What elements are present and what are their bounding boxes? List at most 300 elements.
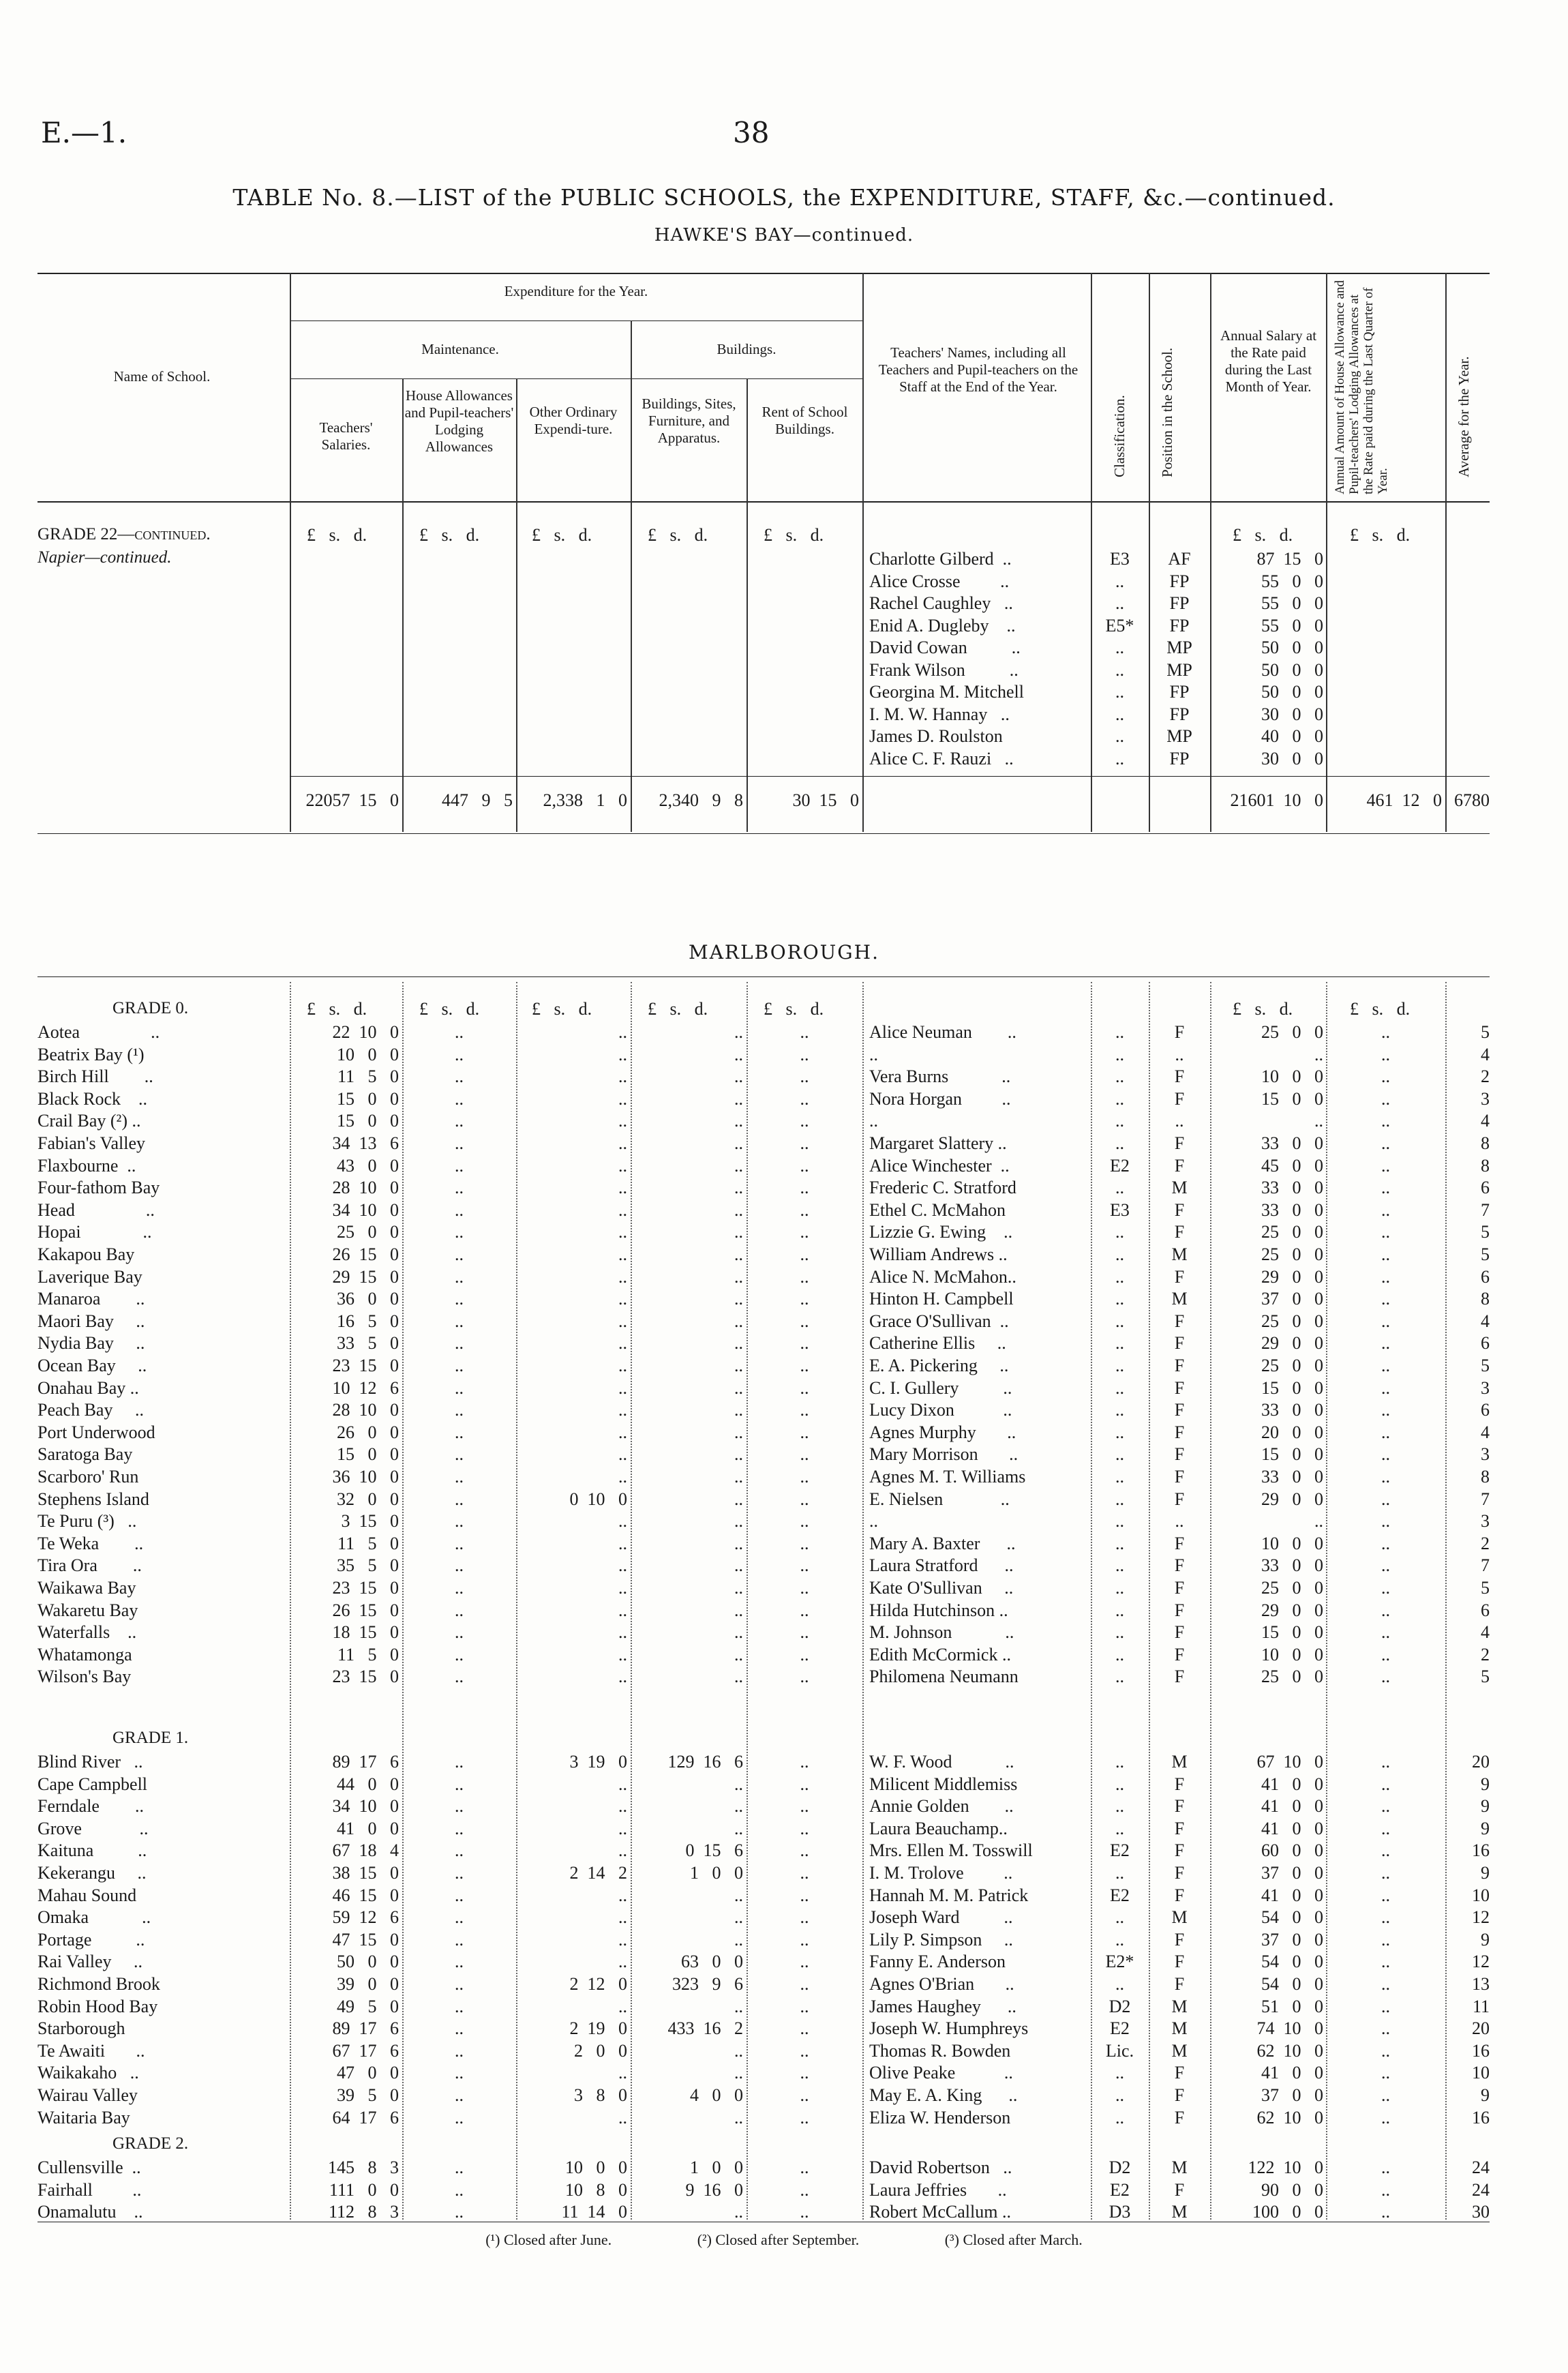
buildings-value: ..: [734, 1422, 743, 1442]
average-attendance-value: 20: [1472, 2018, 1490, 2039]
house-allowance-value: ..: [455, 1644, 464, 1665]
header-teachers-names: Teachers' Names, including all Teachers and Pupil-teachers on the Staff at the End of the Year.: [878, 344, 1079, 395]
average-attendance-value: 30: [1472, 2202, 1490, 2222]
average-attendance-value: 4: [1481, 1422, 1490, 1442]
teacher-position: F: [1174, 1796, 1185, 1817]
teachers-salaries-value: 15 0 0: [337, 1111, 399, 1131]
teachers-salaries-value: 26 15 0: [332, 1244, 399, 1264]
teacher-annual-salary: 87 15 0: [1256, 549, 1323, 569]
rent-value: ..: [800, 1289, 809, 1309]
house-allowance-value: ..: [455, 1974, 464, 1994]
school-name: Black Rock ..: [37, 1088, 148, 1109]
house-allowance-value: ..: [455, 1863, 464, 1883]
school-name: Wakaretu Bay: [37, 1600, 138, 1620]
house-allowance-value: ..: [455, 2063, 464, 2083]
annual-salary-value: 33 0 0: [1261, 1555, 1323, 1576]
rent-value: ..: [800, 1066, 809, 1087]
other-expenditure-value: ..: [618, 1907, 627, 1928]
annual-allowance-value: ..: [1381, 1644, 1390, 1665]
school-name: Onahau Bay ..: [37, 1377, 139, 1398]
buildings-value: ..: [734, 1199, 743, 1220]
col-divider: [747, 378, 748, 832]
buildings-value: ..: [734, 1400, 743, 1420]
other-expenditure-value: ..: [618, 1533, 627, 1553]
teachers-salaries-value: 3 15 0: [341, 1511, 399, 1532]
teacher-classification: ..: [1115, 1511, 1124, 1532]
house-allowance-value: ..: [455, 1111, 464, 1131]
table-title: TABLE No. 8.—LIST of the PUBLIC SCHOOLS, the EXPENDITURE, STAFF, &c.—continued.: [232, 184, 1336, 211]
teacher-position: F: [1174, 1840, 1185, 1861]
rent-value: ..: [800, 1400, 809, 1420]
rent-value: ..: [800, 1133, 809, 1153]
teacher-classification: ..: [1115, 1044, 1124, 1064]
house-allowance-value: ..: [455, 1222, 464, 1242]
rent-value: ..: [800, 1489, 809, 1509]
other-expenditure-value: ..: [618, 1511, 627, 1532]
buildings-value: ..: [734, 1511, 743, 1532]
teacher-position: F: [1174, 1818, 1185, 1838]
grade-label-2: GRADE 2.: [112, 2134, 189, 2153]
teachers-salaries-value: 28 10 0: [332, 1400, 399, 1420]
annual-allowance-value: ..: [1381, 1863, 1390, 1883]
other-expenditure-value: ..: [618, 1155, 627, 1176]
teacher-name: ..: [869, 1044, 878, 1064]
other-expenditure-value: ..: [618, 1952, 627, 1972]
average-attendance-value: 5: [1481, 1356, 1490, 1375]
house-allowance-value: ..: [455, 1840, 464, 1861]
other-expenditure-value: ..: [618, 1044, 627, 1064]
school-name: Mahau Sound: [37, 1885, 137, 1905]
teacher-name: Hinton H. Campbell: [869, 1289, 1014, 1309]
house-allowance-value: ..: [455, 1929, 464, 1950]
teachers-salaries-value: 46 15 0: [332, 1885, 399, 1905]
header-average: Average for the Year.: [1456, 356, 1472, 477]
school-name: Saratoga Bay: [37, 1444, 133, 1465]
teacher-position: FP: [1169, 593, 1190, 613]
average-attendance-value: 12: [1472, 1952, 1490, 1972]
grade-label-1: GRADE 1.: [112, 1729, 189, 1747]
other-expenditure-value: 2 12 0: [569, 1974, 627, 1994]
teacher-name: Joseph W. Humphreys: [869, 2018, 1029, 2039]
col-divider: [862, 273, 864, 832]
annual-salary-value: 10 0 0: [1261, 1066, 1323, 1087]
rent-value: ..: [800, 1952, 809, 1972]
teacher-position: F: [1174, 1311, 1185, 1331]
annual-salary-value: 60 0 0: [1261, 1840, 1323, 1861]
teacher-position: F: [1174, 1885, 1185, 1905]
buildings-value: ..: [734, 1333, 743, 1354]
house-allowance-value: ..: [455, 1400, 464, 1420]
teacher-classification: ..: [1115, 659, 1124, 680]
house-allowance-value: ..: [455, 1578, 464, 1598]
teachers-salaries-value: 11 5 0: [337, 1644, 399, 1665]
unit-header: £ s. d.: [532, 999, 592, 1019]
rent-value: ..: [800, 1533, 809, 1553]
annual-allowance-value: ..: [1381, 1178, 1390, 1198]
average-attendance-value: 3: [1481, 1088, 1490, 1109]
buildings-value: ..: [734, 2107, 743, 2128]
school-name: Wilson's Bay: [37, 1667, 132, 1687]
annual-salary-value: 45 0 0: [1261, 1155, 1323, 1176]
unit-header: £ s. d.: [764, 525, 824, 545]
school-name: Head ..: [37, 1199, 155, 1220]
annual-salary-value: 67 10 0: [1256, 1752, 1323, 1772]
teachers-salaries-value: 89 17 6: [332, 2018, 399, 2039]
buildings-value: 0 15 6: [685, 1840, 743, 1861]
rent-value: ..: [800, 1311, 809, 1331]
house-allowance-value: ..: [455, 1289, 464, 1309]
annual-allowance-value: ..: [1381, 1929, 1390, 1950]
col-divider: [862, 982, 864, 2220]
teacher-name: James D. Roulston: [869, 726, 1003, 746]
other-expenditure-value: ..: [618, 1885, 627, 1905]
school-name: Waikawa Bay: [37, 1578, 136, 1598]
teachers-salaries-value: 10 12 6: [332, 1377, 399, 1398]
annual-salary-value: 15 0 0: [1261, 1377, 1323, 1398]
other-expenditure-value: ..: [618, 1644, 627, 1665]
average-attendance-value: 10: [1472, 1885, 1490, 1905]
average-attendance-value: 6: [1481, 1333, 1490, 1354]
teachers-salaries-value: 47 15 0: [332, 1929, 399, 1950]
house-allowance-value: ..: [455, 1178, 464, 1198]
teacher-name: Kate O'Sullivan ..: [869, 1578, 1014, 1598]
unit-header: £ s. d.: [648, 999, 708, 1019]
teacher-name: Alice Neuman ..: [869, 1022, 1016, 1042]
house-allowance-value: ..: [455, 1422, 464, 1442]
rent-value: ..: [800, 1644, 809, 1665]
teachers-salaries-value: 32 0 0: [337, 1489, 399, 1509]
teacher-classification: ..: [1115, 1222, 1124, 1242]
annual-allowance-value: ..: [1381, 1555, 1390, 1576]
teachers-salaries-value: 23 15 0: [332, 1356, 399, 1375]
unit-header: £ s. d.: [307, 999, 367, 1019]
annual-salary-value: 20 0 0: [1261, 1422, 1323, 1442]
teacher-name: Thomas R. Bowden: [869, 2040, 1011, 2061]
other-expenditure-value: ..: [618, 1929, 627, 1950]
house-allowance-value: ..: [455, 2179, 464, 2200]
average-attendance-value: 8: [1481, 1467, 1490, 1487]
teacher-classification: ..: [1115, 1644, 1124, 1665]
other-expenditure-value: ..: [618, 1422, 627, 1442]
teacher-name: Georgina M. Mitchell: [869, 682, 1024, 702]
annual-salary-value: 25 0 0: [1261, 1222, 1323, 1242]
annual-allowance-value: ..: [1381, 1511, 1390, 1532]
average-attendance-value: 10: [1472, 2063, 1490, 2083]
header-annual-salary: Annual Salary at the Rate paid during the Last Month of Year.: [1220, 327, 1317, 395]
footnote-2: (²) Closed after September.: [697, 2231, 860, 2248]
teacher-position: F: [1174, 1667, 1185, 1687]
rent-value: ..: [800, 1356, 809, 1375]
other-expenditure-value: ..: [618, 1796, 627, 1817]
other-expenditure-value: 3 19 0: [569, 1752, 627, 1772]
rent-value: ..: [800, 1266, 809, 1287]
total-annual-salary: 21601 10 0: [1230, 790, 1323, 810]
house-allowance-value: ..: [455, 2018, 464, 2039]
house-allowance-value: ..: [455, 1600, 464, 1620]
annual-allowance-value: ..: [1381, 1840, 1390, 1861]
school-name: Crail Bay (²) ..: [37, 1111, 141, 1131]
unit-header: £ s. d.: [1233, 999, 1293, 1019]
annual-salary-value: ..: [1314, 1044, 1323, 1064]
unit-header: £ s. d.: [532, 525, 592, 545]
header-rent: Rent of School Buildings.: [762, 404, 848, 437]
teachers-salaries-value: 47 0 0: [337, 2063, 399, 2083]
teacher-classification: ..: [1115, 2063, 1124, 2083]
average-attendance-value: 16: [1472, 1840, 1490, 1861]
annual-salary-value: 54 0 0: [1261, 1974, 1323, 1994]
teacher-name: Olive Peake ..: [869, 2063, 1013, 2083]
teachers-salaries-value: 25 0 0: [337, 1222, 399, 1242]
average-attendance-value: 24: [1472, 2179, 1490, 2200]
annual-salary-value: 25 0 0: [1261, 1022, 1323, 1042]
house-allowance-value: ..: [455, 1533, 464, 1553]
buildings-value: ..: [734, 1578, 743, 1598]
teachers-salaries-value: 15 0 0: [337, 1444, 399, 1465]
maintenance-rule: [290, 378, 862, 379]
teacher-annual-salary: 55 0 0: [1261, 615, 1323, 636]
house-allowance-value: ..: [455, 1377, 464, 1398]
house-allowance-value: ..: [455, 1356, 464, 1375]
teachers-salaries-value: 16 5 0: [337, 1311, 399, 1331]
house-allowance-value: ..: [455, 1333, 464, 1354]
teachers-salaries-value: 111 0 0: [329, 2179, 399, 2200]
annual-salary-value: 37 0 0: [1261, 1289, 1323, 1309]
rent-value: ..: [800, 1600, 809, 1620]
school-napier: Napier—continued.: [37, 548, 172, 567]
total-annual-allow: 461 12 0: [1366, 790, 1442, 810]
header-name-of-school: Name of School.: [113, 368, 211, 385]
house-allowance-value: ..: [455, 2202, 464, 2222]
other-expenditure-value: ..: [618, 1111, 627, 1131]
annual-allowance-value: ..: [1381, 1489, 1390, 1509]
buildings-value: ..: [734, 1600, 743, 1620]
annual-salary-value: 33 0 0: [1261, 1133, 1323, 1153]
annual-salary-value: 33 0 0: [1261, 1400, 1323, 1420]
teacher-classification: ..: [1115, 1311, 1124, 1331]
annual-salary-value: 37 0 0: [1261, 1863, 1323, 1883]
expenditure-rule: [290, 320, 862, 321]
annual-allowance-value: ..: [1381, 1400, 1390, 1420]
teacher-position: F: [1174, 1489, 1185, 1509]
teachers-salaries-value: 49 5 0: [337, 1996, 399, 2016]
annual-salary-value: 25 0 0: [1261, 1311, 1323, 1331]
average-attendance-value: 6: [1481, 1600, 1490, 1620]
teacher-position: FP: [1169, 682, 1190, 702]
teacher-position: F: [1174, 1022, 1185, 1042]
annual-salary-value: 54 0 0: [1261, 1907, 1323, 1928]
teacher-classification: ..: [1115, 1289, 1124, 1309]
unit-header: £ s. d.: [1233, 525, 1293, 545]
teachers-salaries-value: 43 0 0: [337, 1155, 399, 1176]
teacher-position: F: [1174, 1533, 1185, 1553]
other-expenditure-value: ..: [618, 1199, 627, 1220]
house-allowance-value: ..: [455, 1133, 464, 1153]
rent-value: ..: [800, 2179, 809, 2200]
teacher-position: F: [1174, 1555, 1185, 1576]
teacher-classification: D3: [1109, 2202, 1131, 2222]
teacher-classification: ..: [1115, 1818, 1124, 1838]
annual-salary-value: 29 0 0: [1261, 1333, 1323, 1354]
rent-value: ..: [800, 2063, 809, 2083]
rent-value: ..: [800, 1222, 809, 1242]
col-divider: [516, 378, 517, 832]
annual-salary-value: 37 0 0: [1261, 1929, 1323, 1950]
school-name: Te Weka ..: [37, 1533, 144, 1553]
school-name: Waikakaho ..: [37, 2063, 139, 2083]
teacher-name: M. Johnson ..: [869, 1622, 1014, 1643]
rent-value: ..: [800, 1022, 809, 1042]
teacher-position: FP: [1169, 748, 1190, 768]
annual-salary-value: 100 0 0: [1252, 2202, 1323, 2222]
average-attendance-value: 3: [1481, 1377, 1490, 1398]
average-attendance-value: 11: [1472, 1996, 1490, 2016]
rent-value: ..: [800, 1667, 809, 1687]
teacher-classification: ..: [1115, 2107, 1124, 2128]
average-attendance-value: 4: [1481, 1111, 1490, 1131]
rent-value: ..: [800, 1863, 809, 1883]
teacher-classification: ..: [1115, 1929, 1124, 1950]
annual-allowance-value: ..: [1381, 1244, 1390, 1264]
teacher-position: F: [1174, 1088, 1185, 1109]
teacher-annual-salary: 40 0 0: [1261, 726, 1323, 746]
annual-allowance-value: ..: [1381, 2158, 1390, 2177]
teacher-position: MP: [1166, 726, 1192, 746]
annual-allowance-value: ..: [1381, 1133, 1390, 1153]
buildings-value: ..: [734, 2040, 743, 2061]
teacher-position: F: [1174, 1422, 1185, 1442]
teachers-salaries-value: 11 5 0: [337, 1066, 399, 1087]
teacher-position: F: [1174, 1266, 1185, 1287]
average-attendance-value: 5: [1481, 1244, 1490, 1264]
buildings-value: ..: [734, 1885, 743, 1905]
rent-value: ..: [800, 2018, 809, 2039]
header-bottom-rule: [37, 501, 1490, 503]
other-expenditure-value: ..: [618, 1356, 627, 1375]
teacher-classification: Lic.: [1105, 2040, 1134, 2061]
teacher-position: F: [1174, 1974, 1185, 1994]
average-attendance-value: 9: [1481, 1774, 1490, 1794]
footnotes: [0, 2231, 1568, 2249]
rent-value: ..: [800, 2040, 809, 2061]
teacher-position: M: [1171, 2202, 1188, 2222]
buildings-value: ..: [734, 1244, 743, 1264]
other-expenditure-value: ..: [618, 1311, 627, 1331]
buildings-value: ..: [734, 1533, 743, 1553]
other-expenditure-value: ..: [618, 1244, 627, 1264]
school-name: Four-fathom Bay: [37, 1178, 160, 1198]
rent-value: ..: [800, 1044, 809, 1064]
teachers-salaries-value: 23 15 0: [332, 1578, 399, 1598]
other-expenditure-value: ..: [618, 1578, 627, 1598]
annual-salary-value: 15 0 0: [1261, 1622, 1323, 1643]
teacher-name: Annie Golden ..: [869, 1796, 1014, 1817]
teacher-position: F: [1174, 1600, 1185, 1620]
annual-salary-value: 29 0 0: [1261, 1266, 1323, 1287]
other-expenditure-value: ..: [618, 1818, 627, 1838]
other-expenditure-value: 11 14 0: [561, 2202, 627, 2222]
annual-salary-value: 33 0 0: [1261, 1467, 1323, 1487]
annual-allowance-value: ..: [1381, 1774, 1390, 1794]
teacher-position: M: [1171, 1178, 1188, 1198]
header-other-expenditure: Other Ordinary Expendi-ture.: [529, 404, 618, 437]
rent-value: ..: [800, 1907, 809, 1928]
teacher-position: M: [1171, 2018, 1188, 2039]
average-attendance-value: 4: [1481, 1044, 1490, 1064]
rent-value: ..: [800, 1422, 809, 1442]
house-allowance-value: ..: [455, 1818, 464, 1838]
buildings-value: ..: [734, 1356, 743, 1375]
teacher-name: Enid A. Dugleby ..: [869, 615, 1016, 636]
average-attendance-value: 20: [1472, 1752, 1490, 1772]
teacher-classification: ..: [1115, 1444, 1124, 1465]
region-heading-marlborough: MARLBOROUGH.: [689, 941, 879, 964]
teacher-classification: ..: [1115, 726, 1124, 746]
teacher-position: FP: [1169, 704, 1190, 724]
average-attendance-value: 6: [1481, 1178, 1490, 1198]
annual-allowance-value: ..: [1381, 1088, 1390, 1109]
annual-salary-value: 29 0 0: [1261, 1489, 1323, 1509]
rent-value: ..: [800, 2107, 809, 2128]
buildings-value: ..: [734, 1311, 743, 1331]
house-allowance-value: ..: [455, 1555, 464, 1576]
rent-value: ..: [800, 1796, 809, 1817]
other-expenditure-value: 2 14 2: [569, 1863, 627, 1883]
teacher-annual-salary: 50 0 0: [1261, 659, 1323, 680]
buildings-value: ..: [734, 1377, 743, 1398]
other-expenditure-value: ..: [618, 2107, 627, 2128]
other-expenditure-value: ..: [618, 1996, 627, 2016]
teacher-classification: E2: [1110, 1840, 1130, 1861]
school-name: Tira Ora ..: [37, 1555, 142, 1576]
house-allowance-value: ..: [455, 1467, 464, 1487]
teacher-name: W. F. Wood ..: [869, 1752, 1014, 1772]
teachers-salaries-value: 67 17 6: [332, 2040, 399, 2061]
buildings-value: 1 0 0: [690, 2158, 743, 2177]
average-attendance-value: 6: [1481, 1266, 1490, 1287]
average-attendance-value: 9: [1481, 1863, 1490, 1883]
average-attendance-value: 7: [1481, 1489, 1490, 1509]
rent-value: ..: [800, 1840, 809, 1861]
annual-salary-value: 74 10 0: [1256, 2018, 1323, 2039]
total-other: 2,338 1 0: [543, 790, 627, 810]
buildings-value: ..: [734, 1088, 743, 1109]
teacher-classification: ..: [1115, 1555, 1124, 1576]
house-allowance-value: ..: [455, 2085, 464, 2105]
other-expenditure-value: ..: [618, 1467, 627, 1487]
other-expenditure-value: ..: [618, 1133, 627, 1153]
teachers-salaries-value: 15 0 0: [337, 1088, 399, 1109]
annual-salary-value: 41 0 0: [1261, 1774, 1323, 1794]
header-maintenance: Maintenance.: [421, 341, 499, 357]
annual-allowance-value: ..: [1381, 1111, 1390, 1131]
buildings-value: 323 9 6: [672, 1974, 743, 1994]
rent-value: ..: [800, 1885, 809, 1905]
house-allowance-value: ..: [455, 1489, 464, 1509]
region-heading-hawkes-bay: HAWKE'S BAY—continued.: [654, 225, 914, 245]
annual-salary-value: 10 0 0: [1261, 1644, 1323, 1665]
teacher-position: F: [1174, 2179, 1185, 2200]
average-attendance-value: 12: [1472, 1907, 1490, 1928]
teacher-classification: ..: [1115, 1974, 1124, 1994]
annual-salary-value: 62 10 0: [1256, 2107, 1323, 2128]
rent-value: ..: [800, 1333, 809, 1354]
rent-value: ..: [800, 1752, 809, 1772]
unit-header: £ s. d.: [1350, 999, 1411, 1019]
house-allowance-value: ..: [455, 2107, 464, 2128]
other-expenditure-value: ..: [618, 1289, 627, 1309]
teacher-position: F: [1174, 1644, 1185, 1665]
rent-value: ..: [800, 1974, 809, 1994]
